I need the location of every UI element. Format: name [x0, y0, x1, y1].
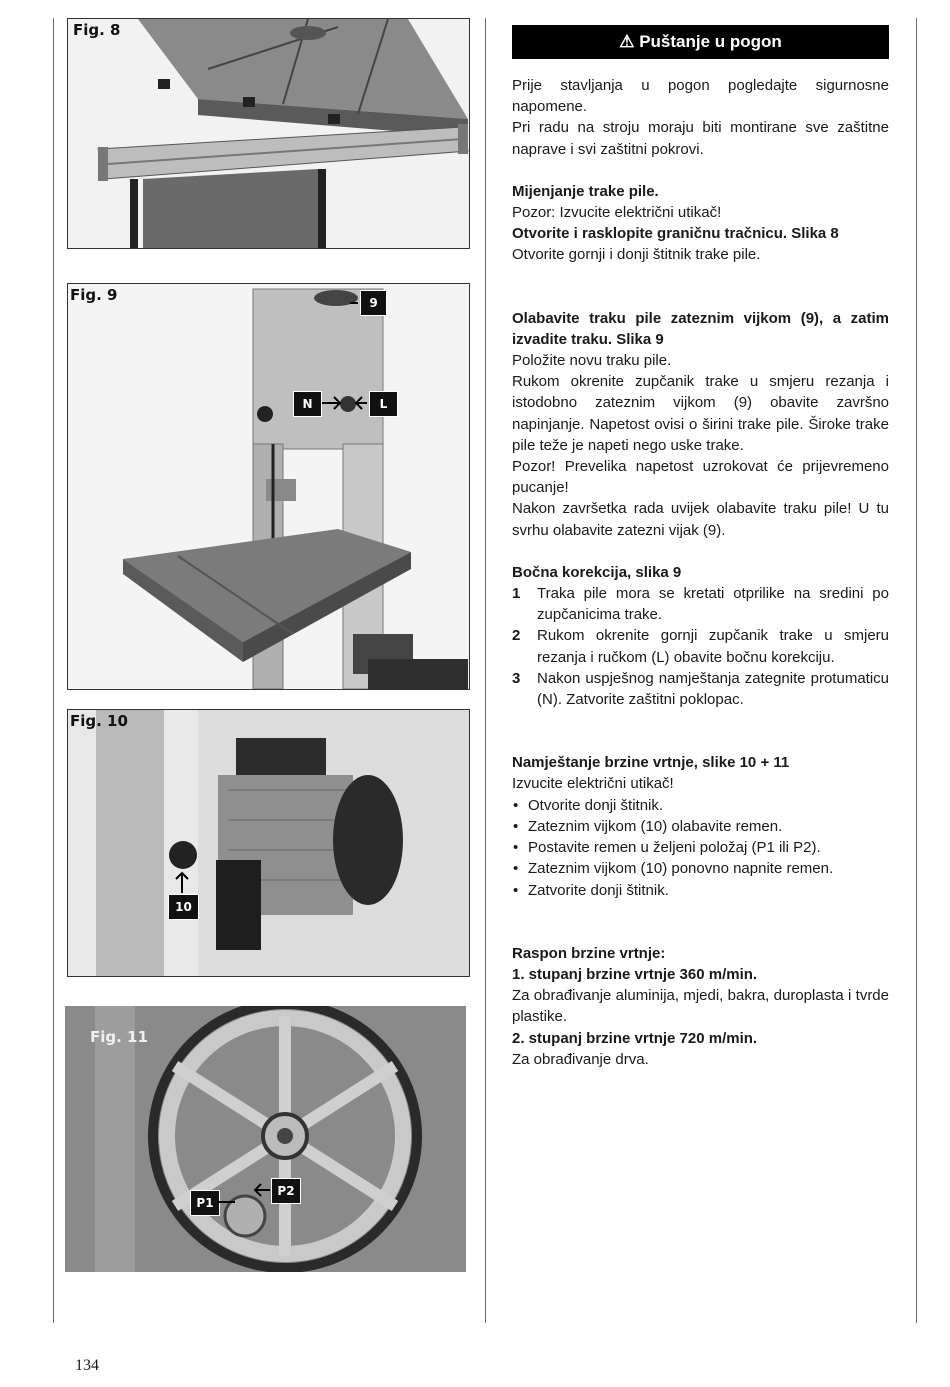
center-column-rule	[485, 18, 486, 1323]
figure-9	[67, 283, 470, 690]
figure-10	[67, 709, 470, 977]
tag-L: L	[369, 391, 398, 417]
blade-change-warning: Pozor: Izvucite električni utikač!	[512, 204, 722, 222]
fig8-bandsaw-table-illustration	[68, 19, 469, 248]
list-item: 1 Traka pile mora se kretati otprilike na sredini po zupčanicima trake.	[512, 585, 889, 624]
list-item: • Postavite remen u željeni položaj (P1 ili P2).	[512, 837, 889, 858]
tag-N: N	[293, 391, 322, 417]
fig11-arrows	[65, 1006, 466, 1272]
blade-tension-p3: Pozor! Prevelika napetost uzrokovat će prijevremeno pucanje!	[512, 458, 889, 497]
list-item: • Zatvorite donji štitnik.	[512, 880, 889, 901]
blade-tension-p4: Nakon završetka rada uvijek olabavite traku pile! U tu svrhu olabavite zatezni vijak (9).	[512, 500, 889, 539]
tag-9: 9	[360, 290, 387, 316]
intro-paragraph-1: Prije stavljanja u pogon pogledajte sigurnosne napomene.	[512, 77, 889, 116]
speed-level-2: 2. stupanj brzine vrtnje 720 m/min.	[512, 1029, 758, 1047]
tag-P2: P2	[271, 1178, 301, 1204]
speed-level-1-desc: Za obrađivanje aluminija, mjedi, bakra, duroplasta i tvrde plastike.	[512, 987, 889, 1026]
figure-8	[67, 18, 470, 249]
speed-setting-heading: Namještanje brzine vrtnje, slike 10 + 11	[512, 754, 790, 772]
page-number: 134	[75, 1357, 99, 1374]
tag-10: 10	[168, 894, 199, 920]
warning-triangle-icon: ⚠	[619, 32, 635, 51]
fig8-label: Fig. 8	[70, 21, 123, 39]
left-margin-rule	[53, 18, 54, 1323]
fig9-label: Fig. 9	[70, 286, 118, 304]
side-correction-heading: Bočna korekcija, slika 9	[512, 563, 682, 581]
blade-change-step: Otvorite gornji i donji štitnik trake pile.	[512, 246, 761, 264]
blade-change-heading: Mijenjanje trake pile.	[512, 182, 659, 200]
intro-paragraph-2: Pri radu na stroju moraju biti montirane sve zaštitne naprave i svi zaštitni pokrovi.	[512, 119, 889, 158]
side-correction-list	[512, 583, 889, 710]
section-header-title: Puštanje u pogon	[639, 32, 782, 51]
blade-tension-p1: Položite novu traku pile.	[512, 352, 672, 370]
instructions-column	[512, 75, 889, 1070]
fig10-arrow	[68, 710, 469, 976]
figure-11	[65, 1006, 466, 1272]
fig9-arrows	[68, 284, 469, 689]
speed-setting-warning: Izvucite električni utikač!	[512, 775, 674, 793]
speed-range-heading: Raspon brzine vrtnje:	[512, 944, 666, 962]
fig10-label: Fig. 10	[70, 712, 128, 730]
section-header-startup	[512, 25, 889, 59]
blade-tension-heading: Olabavite traku pile zateznim vijkom (9), a zatim izvadite traku. Slika 9	[512, 309, 889, 348]
right-margin-rule	[916, 18, 917, 1323]
list-item: • Zateznim vijkom (10) olabavite remen.	[512, 816, 889, 837]
list-item: 3 Nakon uspješnog namještanja zategnite protumaticu (N). Zatvorite zaštitni poklopac.	[512, 669, 889, 709]
fig11-label: Fig. 11	[90, 1028, 148, 1046]
tag-P1: P1	[190, 1190, 220, 1216]
list-item: 2 Rukom okrenite gornji zupčanik trake u smjeru rezanja i ručkom (L) obavite bočnu korekciju.	[512, 627, 889, 666]
speed-setting-list	[512, 795, 889, 901]
list-item: • Otvorite donji štitnik.	[512, 795, 889, 816]
speed-level-1: 1. stupanj brzine vrtnje 360 m/min.	[512, 965, 758, 983]
list-item: • Zateznim vijkom (10) ponovno napnite remen.	[512, 858, 889, 879]
blade-tension-p2: Rukom okrenite zupčanik trake u smjeru rezanja i istodobno zateznim vijkom (9) obavite završno napinjanje. Napetost ovisi o širini trake pile. Široke trake pile teže je napeti nego uske trake.	[512, 373, 889, 454]
speed-level-2-desc: Za obrađivanje drva.	[512, 1050, 649, 1068]
blade-change-step-bold: Otvorite i rasklopite graničnu tračnicu. Slika 8	[512, 225, 839, 243]
